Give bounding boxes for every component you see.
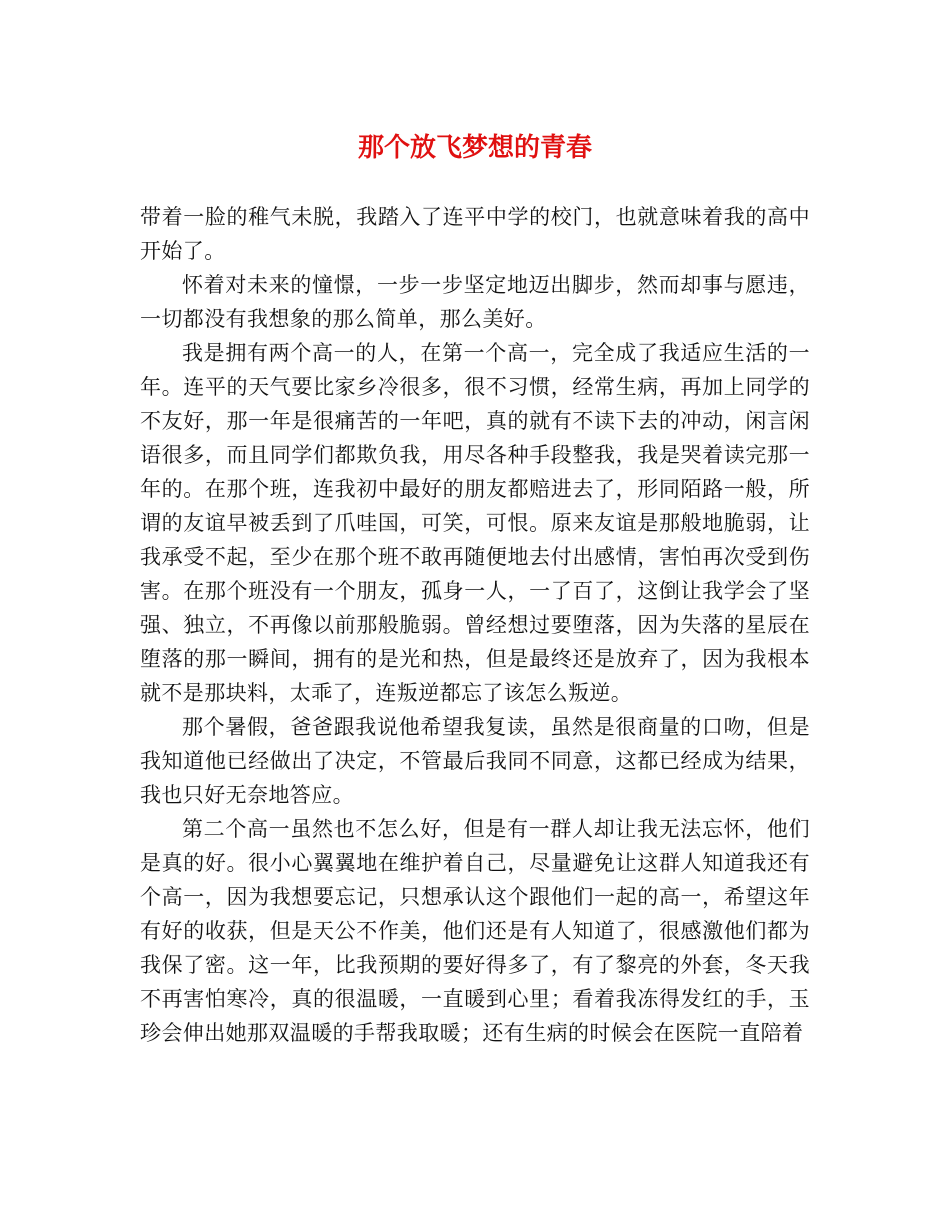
article-body — [140, 200, 810, 1050]
paragraph-1: 带着一脸的稚气未脱，我踏入了连平中学的校门，也就意味着我的高中开始了。 — [140, 205, 810, 263]
paragraph-3: 我是拥有两个高一的人，在第一个高一，完全成了我适应生活的一年。连平的天气要比家乡冷很多，很不习惯，经常生病，再加上同学的不友好，那一年是很痛苦的一年吧，真的就有不读下去的冲动，闲言闲语很多，而且同学们都欺负我，用尽各种手段整我，我是哭着读完那一年的。在那个班，连我初中最好的朋友都赔进去了，形同陌路一般，所谓的友谊早被丢到了爪哇国，可笑，可恨。原来友谊是那般地脆弱，让我承受不起，至少在那个班不敢再随便地去付出感情，害怕再次受到伤害。在那个班没有一个朋友，孤身一人，一了百了，这倒让我学会了坚强、独立，不再像以前那般脆弱。曾经想过要堕落，因为失落的星辰在堕落的那一瞬间，拥有的是光和热，但是最终还是放弃了，因为我根本就不是那块料，太乖了，连叛逆都忘了该怎么叛逆。 — [140, 341, 810, 705]
paragraph-5: 第二个高一虽然也不怎么好，但是有一群人却让我无法忘怀，他们是真的好。很小心翼翼地在维护着自己，尽量避免让这群人知道我还有个高一，因为我想要忘记，只想承认这个跟他们一起的高一，希望这年有好的收获，但是天公不作美，他们还是有人知道了，很感激他们都为我保了密。这一年，比我预期的要好得多了，有了黎亮的外套，冬天我不再害怕寒冷，真的很温暖，一直暖到心里；看着我冻得发红的手，玉珍会伸出她那双温暖的手帮我取暖；还有生病的时候会在医院一直陪着 — [140, 817, 810, 1045]
paragraph-4: 那个暑假，爸爸跟我说他希望我复读，虽然是很商量的口吻，但是我知道他已经做出了决定，不管最后我同不同意，这都已经成为结果，我也只好无奈地答应。 — [140, 715, 810, 807]
paragraph-2: 怀着对未来的憧憬，一步一步坚定地迈出脚步，然而却事与愿违，一切都没有我想象的那么简单，那么美好。 — [140, 273, 810, 331]
page-title: 那个放飞梦想的青春 — [357, 133, 592, 163]
